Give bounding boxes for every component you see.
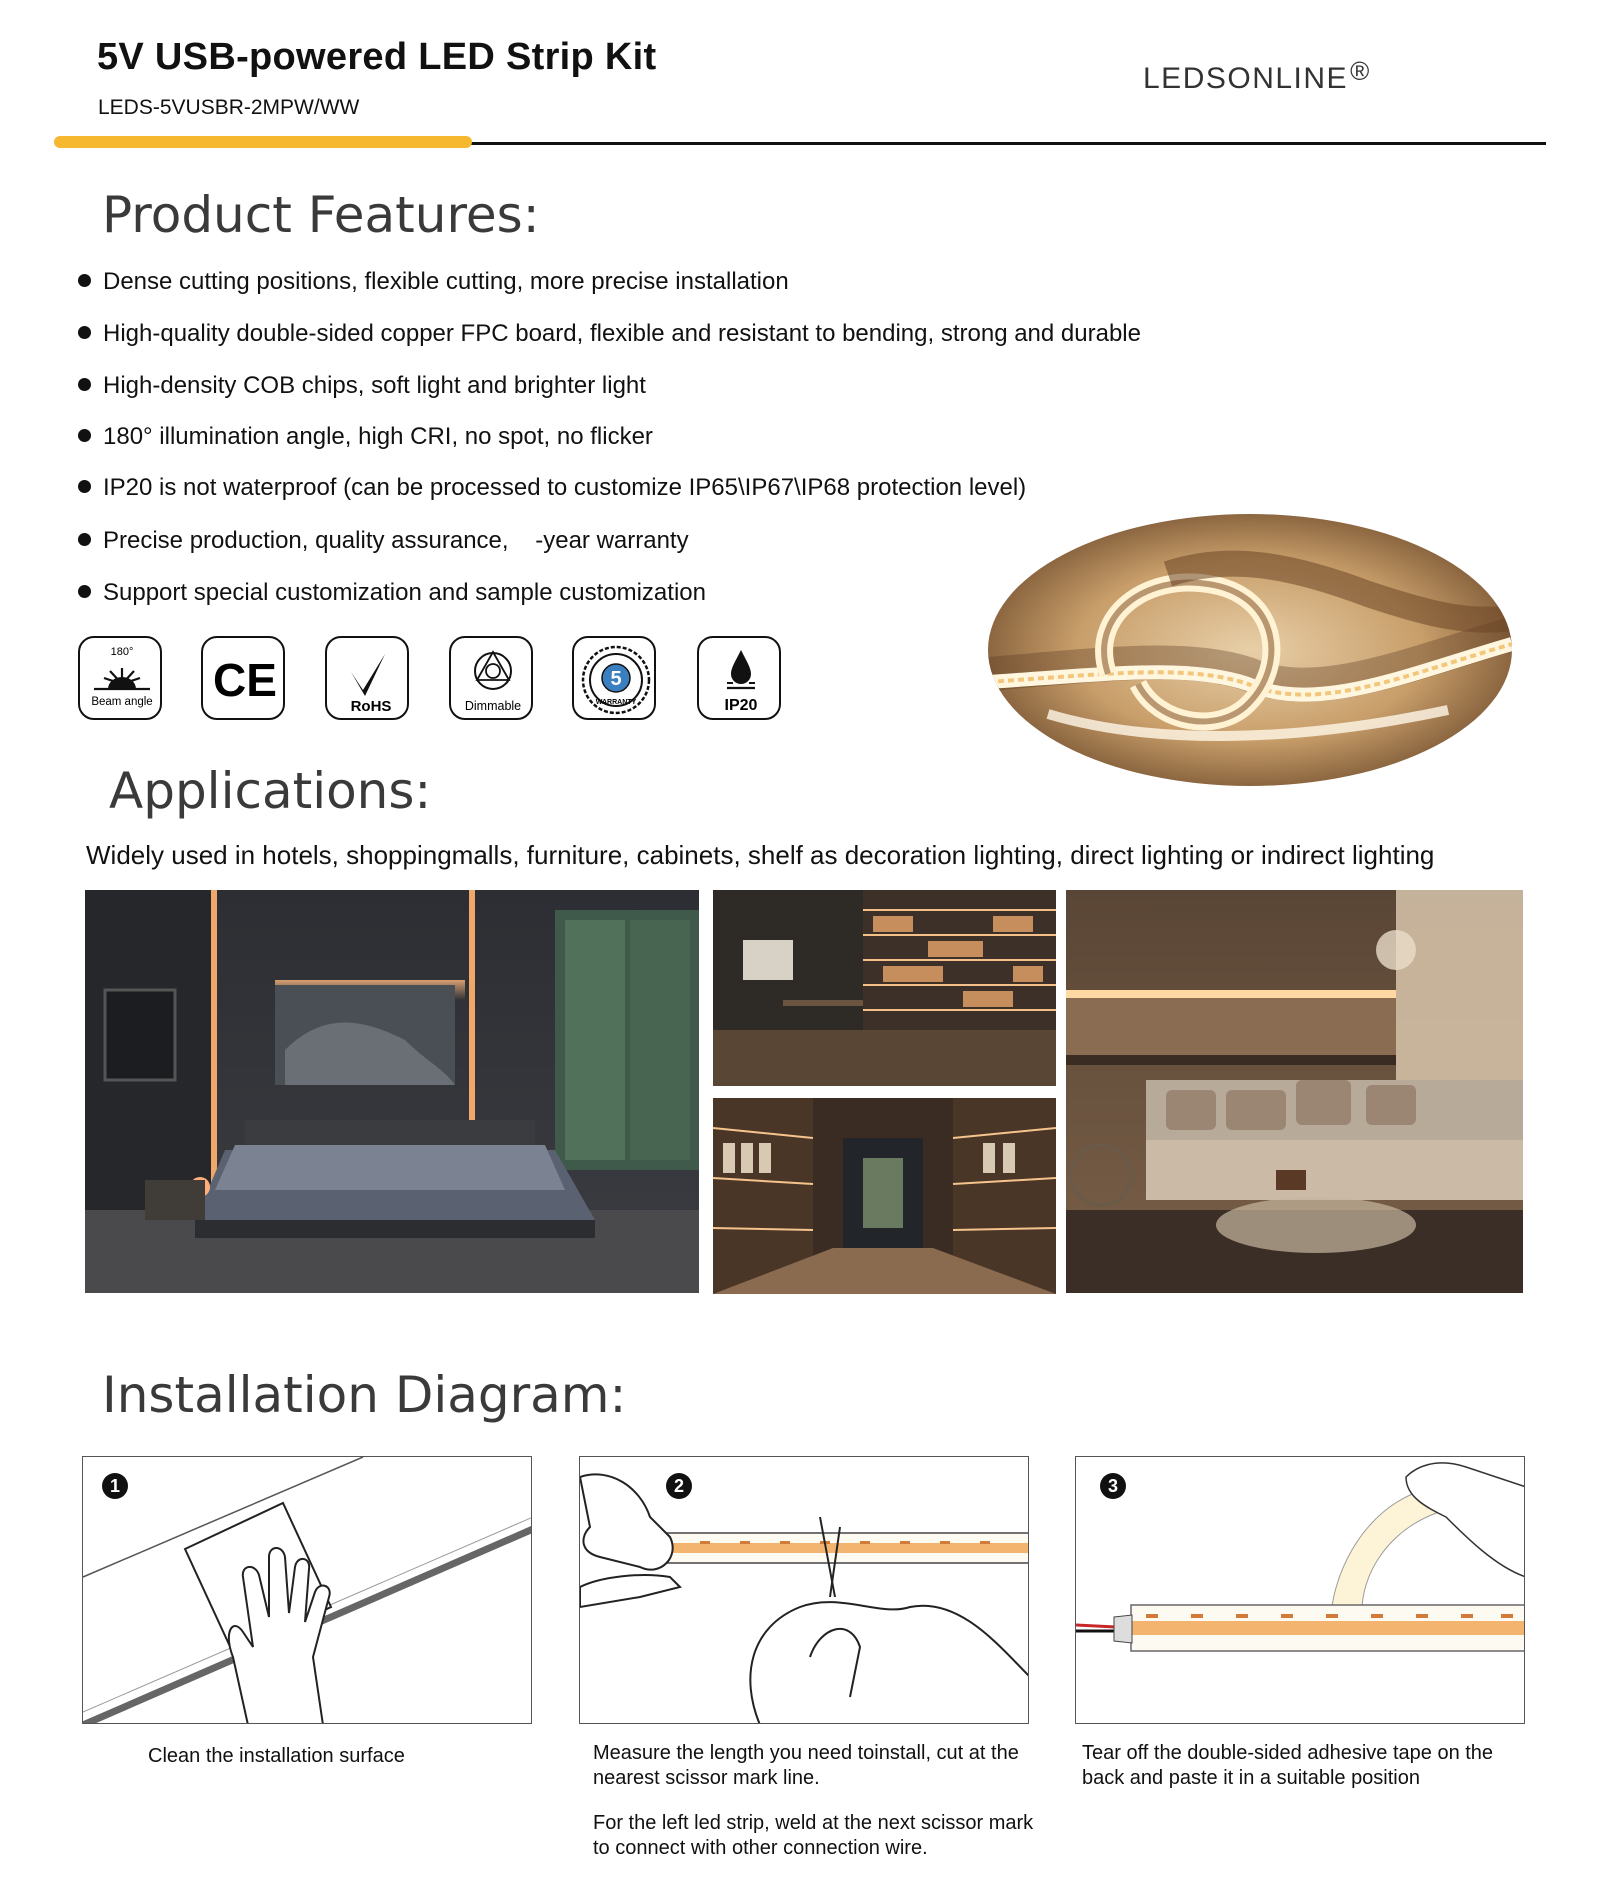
step-1-caption: Clean the installation surface bbox=[148, 1745, 405, 1767]
led-strip-product-image bbox=[988, 514, 1512, 786]
installation-step-2-panel bbox=[579, 1456, 1029, 1724]
header-accent-bar bbox=[54, 136, 472, 148]
beam-angle-top: 180° bbox=[110, 646, 134, 658]
feature-item bbox=[78, 474, 1026, 502]
bullet-icon bbox=[78, 429, 91, 442]
warranty-years: 5 bbox=[610, 668, 622, 690]
feature-text: Dense cutting positions, flexible cutting, more precise installation bbox=[103, 268, 789, 295]
feature-item bbox=[78, 579, 706, 607]
step-2-caption-1: Measure the length you need toinstall, cut at the nearest scissor mark line. bbox=[593, 1742, 1019, 1789]
dimmable-label: Dimmable bbox=[464, 699, 522, 713]
ip20-label: IP20 bbox=[724, 697, 758, 714]
bullet-icon bbox=[78, 378, 91, 391]
features-heading: Product Features: bbox=[102, 186, 540, 244]
step-1-number: 1 bbox=[102, 1473, 128, 1499]
feature-text: 180° illumination angle, high CRI, no spot, no flicker bbox=[103, 423, 653, 450]
installation-step-1-panel bbox=[82, 1456, 532, 1724]
feature-text: High-density COB chips, soft light and brighter light bbox=[103, 372, 646, 399]
feature-text: IP20 is not waterproof (can be processed to customize IP65\IP67\IP68 protection level) bbox=[103, 474, 1027, 501]
bullet-icon bbox=[78, 480, 91, 493]
step-2-number: 2 bbox=[666, 1473, 692, 1499]
beam-angle-label: Beam angle bbox=[91, 696, 153, 708]
sun-beam-icon bbox=[80, 638, 164, 722]
ce-mark-icon bbox=[203, 638, 287, 722]
installation-step-3-panel bbox=[1075, 1456, 1525, 1724]
dimmable-badge bbox=[449, 636, 533, 720]
rohs-badge bbox=[325, 636, 409, 720]
applications-heading: Applications: bbox=[109, 762, 432, 820]
feature-text: High-quality double-sided copper FPC board, flexible and resistant to bending, strong and durable bbox=[103, 320, 1141, 347]
dimmable-icon bbox=[451, 638, 535, 722]
registered-mark: ® bbox=[1350, 56, 1371, 86]
feature-item bbox=[78, 527, 689, 555]
installation-heading: Installation Diagram: bbox=[102, 1366, 627, 1424]
step-3-caption: Tear off the double-sided adhesive tape on the back and paste it in a suitable position bbox=[1082, 1742, 1494, 1789]
applications-description: Widely used in hotels, shoppingmalls, furniture, cabinets, shelf as decoration lighting, direct lighting or indirect lighting bbox=[86, 840, 1435, 870]
feature-item bbox=[78, 372, 646, 400]
water-drop-icon bbox=[699, 638, 783, 722]
warranty-ring-text: WARRANTY bbox=[595, 699, 637, 706]
brand-logo bbox=[1143, 56, 1371, 96]
feature-item bbox=[78, 423, 653, 451]
step-3-number: 3 bbox=[1100, 1473, 1126, 1499]
closet-application-photo bbox=[713, 1098, 1056, 1294]
living-room-application-photo bbox=[1066, 890, 1523, 1293]
product-sku: LEDS-5VUSBR-2MPW/WW bbox=[98, 96, 360, 119]
bullet-icon bbox=[78, 585, 91, 598]
library-application-photo bbox=[713, 890, 1056, 1086]
bullet-icon bbox=[78, 326, 91, 339]
bullet-icon bbox=[78, 533, 91, 546]
rohs-label: RoHS bbox=[350, 698, 392, 715]
bedroom-application-photo bbox=[85, 890, 699, 1293]
ce-label: CE bbox=[213, 654, 277, 706]
feature-item bbox=[78, 320, 1141, 348]
feature-text: Support special customization and sample customization bbox=[103, 579, 706, 606]
step-2-caption-2: For the left led strip, weld at the next scissor mark to connect with other connection wire. bbox=[593, 1812, 1034, 1859]
warranty-seal-icon bbox=[574, 638, 658, 722]
feature-item bbox=[78, 268, 789, 296]
brand-name: LEDSONLINE bbox=[1143, 62, 1349, 95]
header-divider bbox=[470, 142, 1546, 145]
bullet-icon bbox=[78, 274, 91, 287]
beam-angle-badge bbox=[78, 636, 162, 720]
rohs-check-icon bbox=[327, 638, 411, 722]
feature-text: Precise production, quality assurance, -year warranty bbox=[103, 527, 689, 554]
product-title: 5V USB-powered LED Strip Kit bbox=[97, 36, 657, 78]
ce-badge bbox=[201, 636, 285, 720]
warranty-badge bbox=[572, 636, 656, 720]
ip20-badge bbox=[697, 636, 781, 720]
